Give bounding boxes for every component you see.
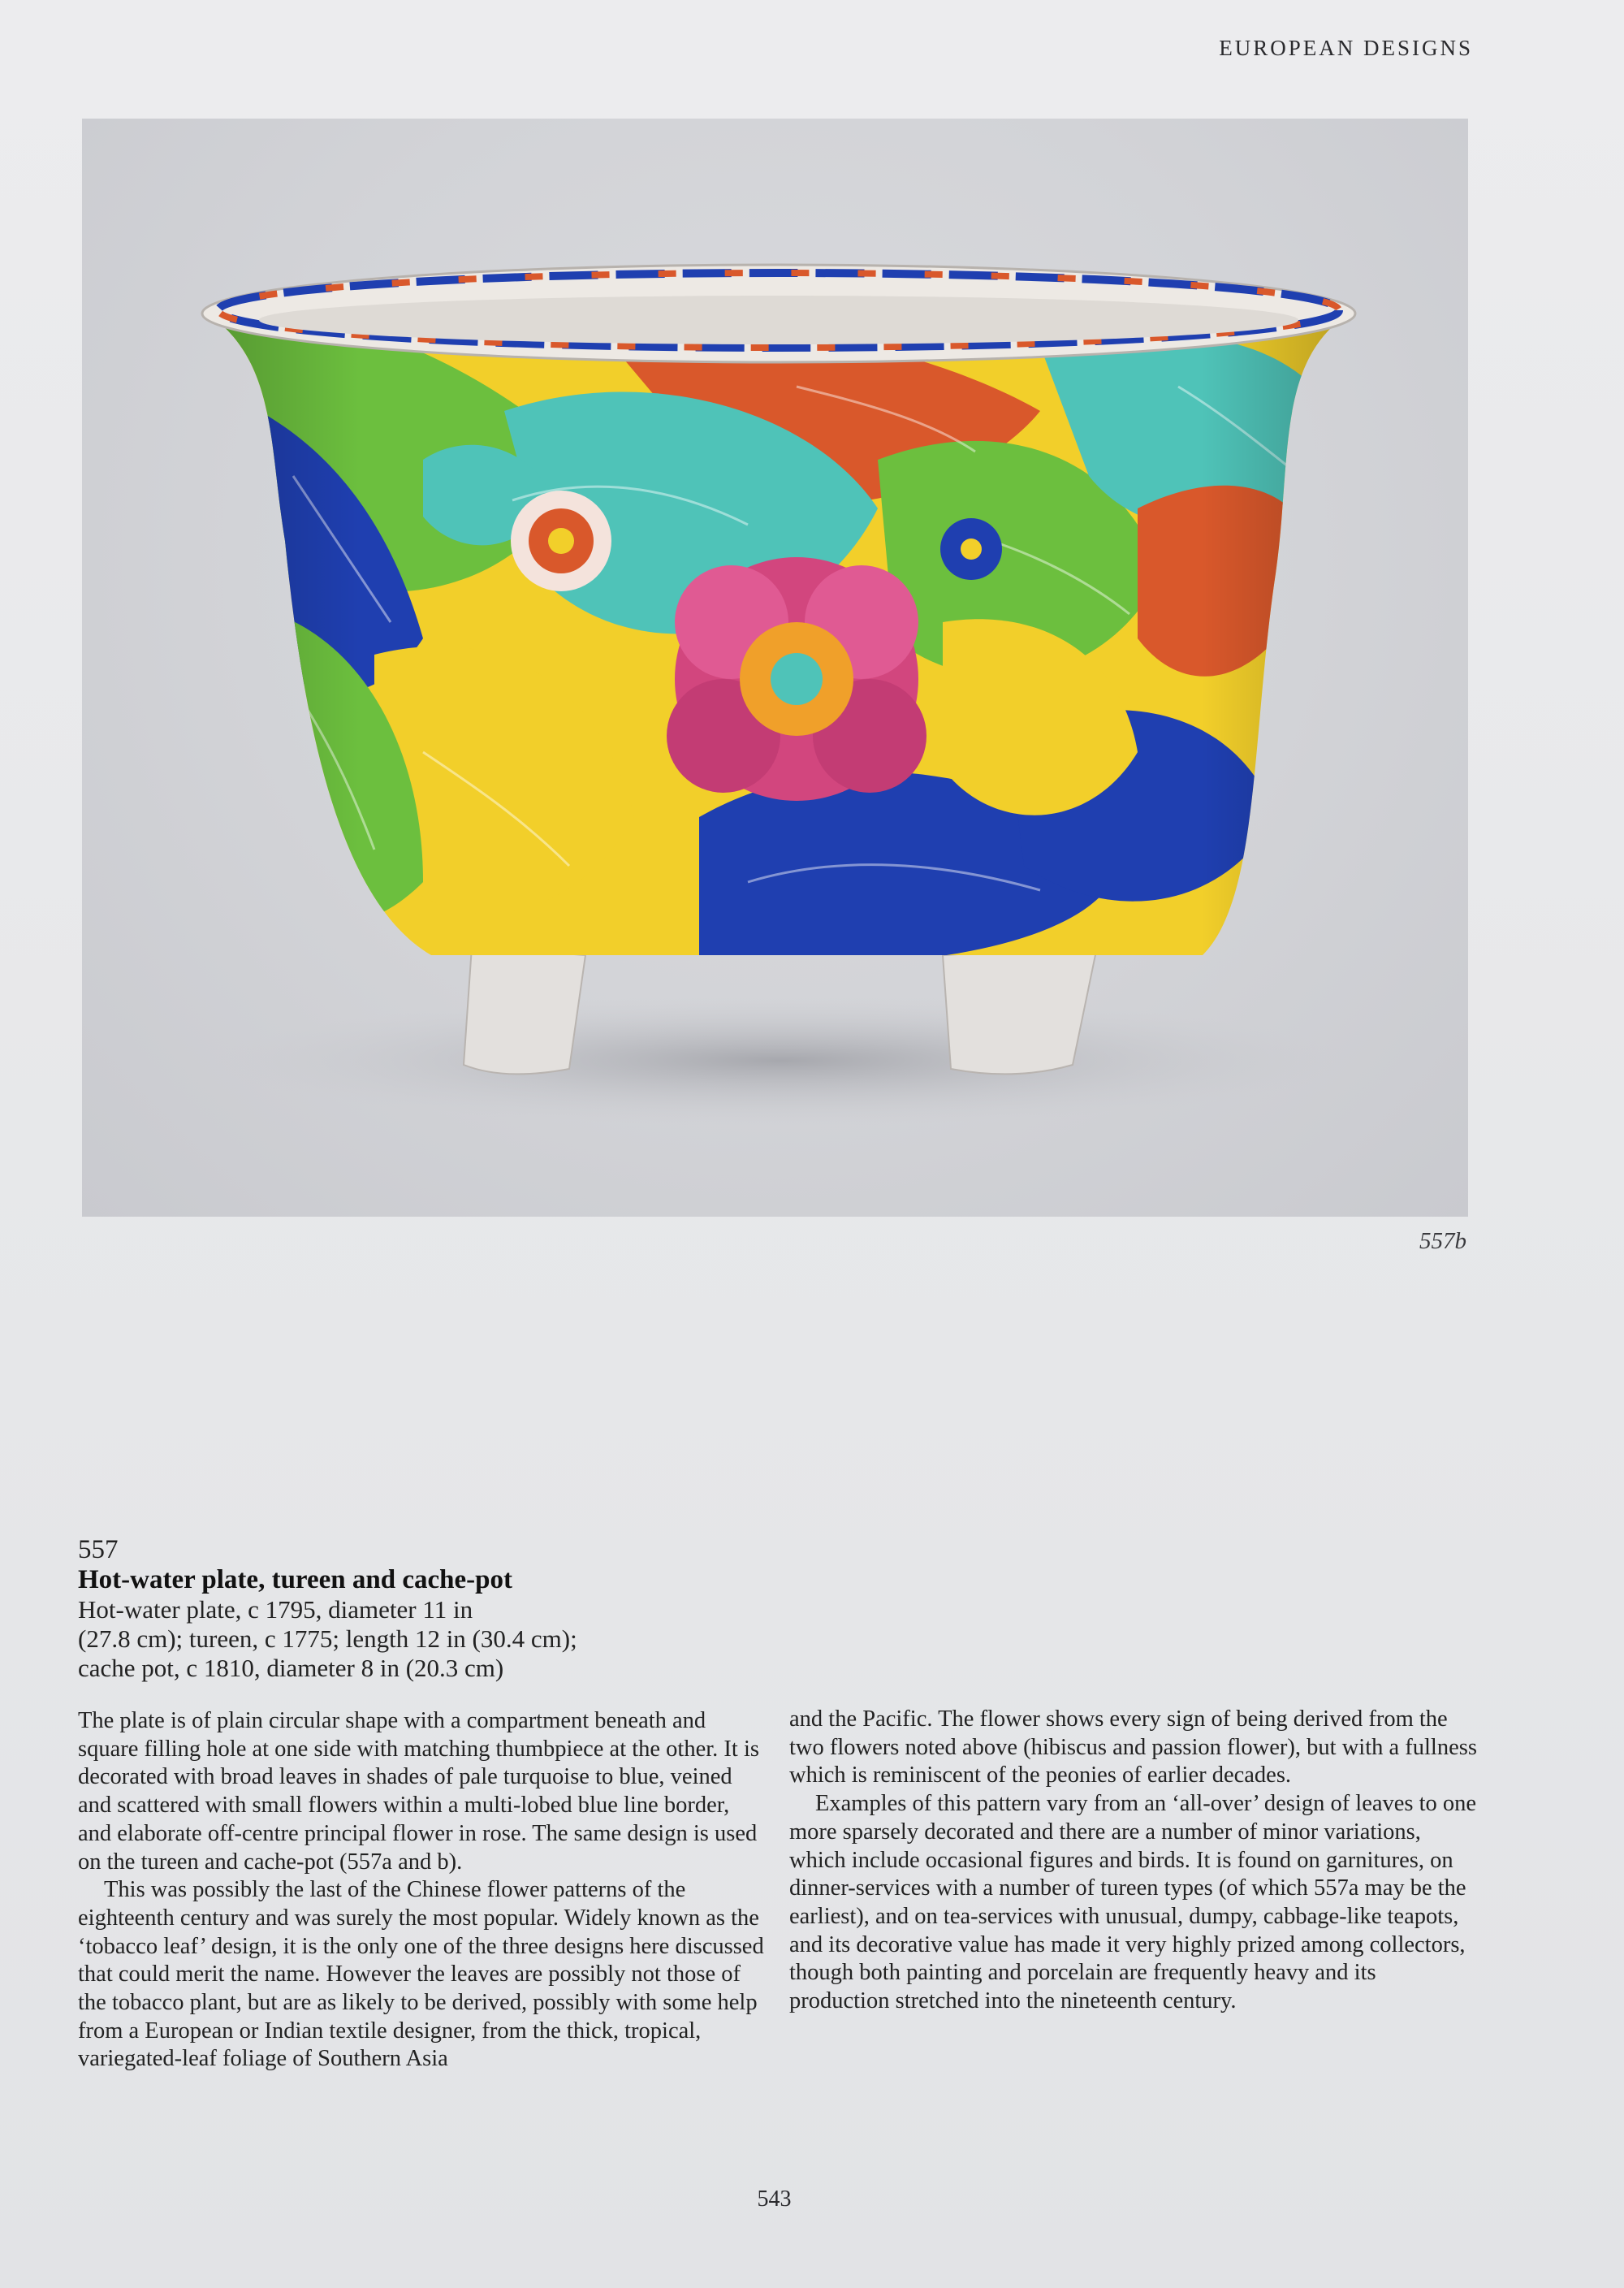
tobacco-leaf-decoration (179, 297, 1381, 988)
paragraph: The plate is of plain circular shape with a compartment beneath and square filling hole at one side with matching thumbpiece at the other. It is decorated with broad leaves in shades of pale turquoise to blue, veined and scattered with small flowers within a multi-lobed blue line border, and elaborate off-centre principal flower in rose. The same design is used on the tureen and cache-pot (557a and b). (78, 1708, 759, 1875)
paragraph: Examples of this pattern vary from an ‘all-over’ design of leaves to one more sparsely decorated and there are a number of minor variations, which include occasional figures and birds. It is found on garnitures, on dinner-services with a number of tureen types (of which 557a may be the earliest), and on tea-services with unusual, dumpy, cabbage-like teapots, and its decorative value has made it very highly prized among collectors, though both painting and porcelain are frequently heavy and its production stretched into the nineteenth century. (789, 1791, 1477, 2014)
caption-block (78, 1535, 793, 1683)
paragraph: This was possibly the last of the Chinese flower patterns of the eighteenth century and was surely the most popular. Widely known as the ‘tobacco leaf’ design, it is the only one of the three designs here discussed that could merit the name. However the leaves are possibly not those of the tobacco plant, but are as likely to be derived, possibly with some help from a European or Indian textile designer, from the thick, tropical, variegated-leaf foliage of Southern Asia (78, 1877, 764, 2072)
text-column-left (78, 1707, 768, 2074)
caption-line: Hot-water plate, c 1795, diameter 11 in (78, 1595, 473, 1624)
body-text (78, 1706, 1475, 2144)
caption-title: Hot-water plate, tureen and cache-pot (78, 1565, 512, 1594)
page-number: 543 (757, 2186, 792, 2212)
caption-line: (27.8 cm); tureen, c 1775; length 12 in (30.4 cm); (78, 1624, 577, 1653)
figure-label: 557b (1419, 1228, 1466, 1254)
caption-number: 557 (78, 1535, 119, 1564)
pot-rim (202, 265, 1355, 362)
text-column-right (789, 1706, 1479, 2016)
running-head: EUROPEAN DESIGNS (1219, 36, 1473, 60)
cache-pot-photo (82, 119, 1468, 1217)
cache-pot-illustration (82, 119, 1468, 1217)
paragraph: and the Pacific. The flower shows every sign of being derived from the two flowers noted above (hibiscus and passion flower), but with a fullness which is reminiscent of the peonies of earlier decades. (789, 1706, 1477, 1788)
caption-line: cache pot, c 1810, diameter 8 in (20.3 cm) (78, 1654, 504, 1682)
